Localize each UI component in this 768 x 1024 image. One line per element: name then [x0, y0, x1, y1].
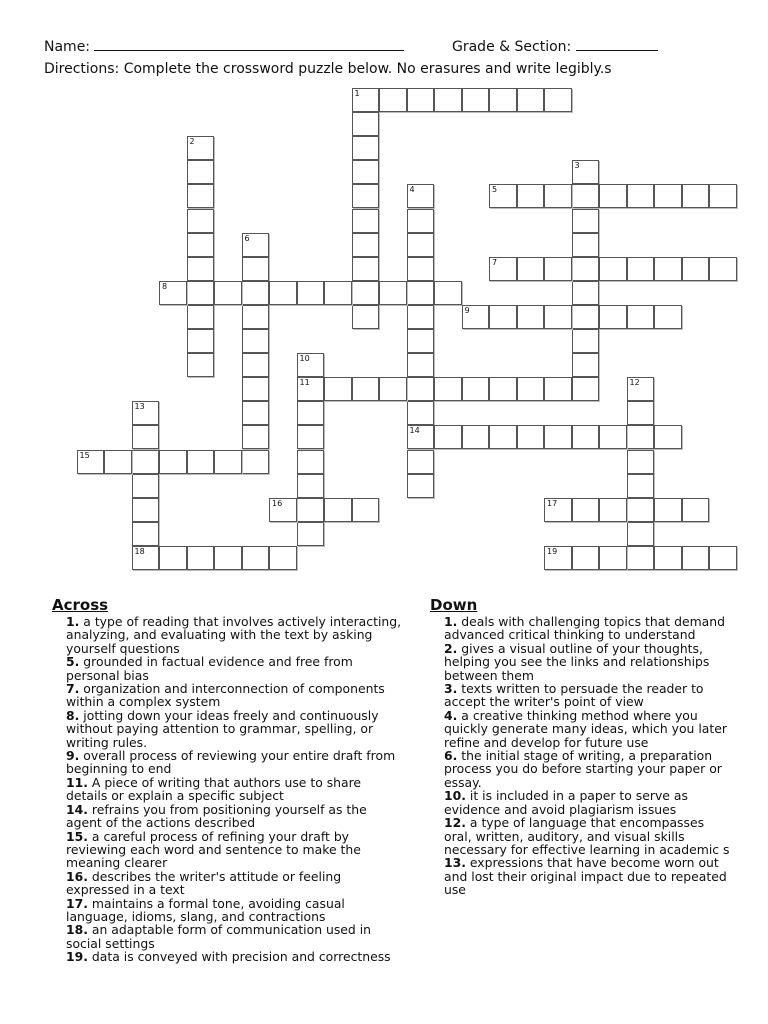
- crossword-cell[interactable]: [709, 184, 737, 208]
- crossword-cell[interactable]: [654, 546, 682, 570]
- clue-text: a type of reading that involves actively interacting, analyzing, and evaluating with the text by asking yourself questions: [66, 614, 402, 656]
- crossword-cell[interactable]: [352, 112, 380, 136]
- clue-text: organization and interconnection of components within a complex system: [66, 681, 385, 710]
- crossword-cell[interactable]: [352, 88, 380, 112]
- clue-text: it is included in a paper to serve as evidence and avoid plagiarism issues: [444, 788, 688, 817]
- crossword-cell[interactable]: [132, 546, 160, 570]
- crossword-cell[interactable]: [187, 233, 215, 257]
- crossword-cell[interactable]: [242, 546, 270, 570]
- crossword-cell[interactable]: [434, 281, 462, 305]
- crossword-cell[interactable]: [242, 257, 270, 281]
- clue-text: expressions that have become worn out and lost their original impact due to repeated use: [444, 855, 727, 898]
- clue-text: deals with challenging topics that demand advanced critical thinking to understand: [444, 614, 725, 643]
- down-clue: [430, 789, 730, 816]
- clue-number-label: 15: [79, 450, 90, 460]
- crossword-cell[interactable]: [77, 450, 105, 474]
- across-clue: [52, 870, 402, 897]
- crossword-cell[interactable]: [242, 329, 270, 353]
- crossword-cell[interactable]: [599, 425, 627, 449]
- crossword-cell[interactable]: [407, 281, 435, 305]
- down-clue: [430, 856, 730, 896]
- down-clue: [430, 749, 730, 789]
- crossword-cell[interactable]: [132, 425, 160, 449]
- clue-text: data is conveyed with precision and correctness: [91, 949, 391, 965]
- clue-text: A piece of writing that authors use to share details or explain a specific subject: [66, 774, 362, 804]
- crossword-cell[interactable]: [572, 233, 600, 257]
- crossword-cell[interactable]: [187, 329, 215, 353]
- crossword-cell[interactable]: [352, 498, 380, 522]
- name-label: Name:: [44, 39, 91, 55]
- crossword-cell[interactable]: [242, 353, 270, 377]
- crossword-cell[interactable]: [517, 377, 545, 401]
- crossword-cell[interactable]: [297, 401, 325, 425]
- clue-number: 4.: [444, 707, 458, 723]
- crossword-cell[interactable]: [242, 281, 270, 305]
- crossword-cell[interactable]: [159, 450, 187, 474]
- crossword-cell[interactable]: [682, 498, 710, 522]
- crossword-cell[interactable]: [544, 184, 572, 208]
- crossword-cell[interactable]: [682, 184, 710, 208]
- clue-number: 13.: [444, 855, 466, 871]
- crossword-cell[interactable]: [407, 329, 435, 353]
- clue-number-label: 7: [492, 257, 498, 267]
- crossword-cell[interactable]: [434, 377, 462, 401]
- across-clue: [52, 830, 402, 870]
- crossword-cell[interactable]: [572, 305, 600, 329]
- crossword-cell[interactable]: [187, 546, 215, 570]
- crossword-cell[interactable]: [654, 305, 682, 329]
- crossword-cell[interactable]: [324, 377, 352, 401]
- crossword-cell[interactable]: [132, 401, 160, 425]
- down-clue: [430, 709, 730, 749]
- clue-number: 6.: [444, 748, 458, 764]
- crossword-cell[interactable]: [517, 257, 545, 281]
- clue-number: 2.: [444, 640, 458, 656]
- crossword-cell[interactable]: [462, 88, 490, 112]
- crossword-cell[interactable]: [187, 257, 215, 281]
- across-clue: [52, 655, 402, 682]
- crossword-cell[interactable]: [627, 522, 655, 546]
- crossword-cell[interactable]: [407, 305, 435, 329]
- clue-number-label: 18: [134, 546, 145, 556]
- clue-number-label: 8: [162, 281, 168, 291]
- down-title: Down: [430, 596, 478, 614]
- crossword-cell[interactable]: [517, 305, 545, 329]
- crossword-cell[interactable]: [187, 281, 215, 305]
- crossword-cell[interactable]: [214, 281, 242, 305]
- clue-number-label: 3: [574, 161, 580, 171]
- clue-number-label: 11: [299, 378, 310, 388]
- crossword-cell[interactable]: [599, 184, 627, 208]
- crossword-cell[interactable]: [352, 377, 380, 401]
- crossword-cell[interactable]: [572, 257, 600, 281]
- crossword-cell[interactable]: [352, 160, 380, 184]
- crossword-cell[interactable]: [627, 450, 655, 474]
- clue-number: 10.: [444, 788, 466, 804]
- crossword-cell[interactable]: [572, 425, 600, 449]
- across-clue: [52, 923, 402, 950]
- clue-text: grounded in factual evidence and free from personal bias: [66, 654, 353, 683]
- crossword-cell[interactable]: [627, 498, 655, 522]
- crossword-cell[interactable]: [434, 425, 462, 449]
- crossword-cell[interactable]: [434, 88, 462, 112]
- crossword-cell[interactable]: [352, 233, 380, 257]
- crossword-cell[interactable]: [544, 377, 572, 401]
- crossword-cell[interactable]: [407, 377, 435, 401]
- crossword-cell[interactable]: [297, 498, 325, 522]
- crossword-cell[interactable]: [187, 184, 215, 208]
- crossword-cell[interactable]: [187, 353, 215, 377]
- crossword-cell[interactable]: [297, 450, 325, 474]
- clue-text: a type of language that encompasses oral, written, auditory, and visual skills necessary for effective learning in academic s: [444, 815, 730, 857]
- clue-number-label: 6: [244, 233, 250, 243]
- crossword-cell[interactable]: [242, 450, 270, 474]
- across-clue: [52, 615, 402, 655]
- across-clue: [52, 682, 402, 709]
- crossword-cell[interactable]: [214, 546, 242, 570]
- clue-number-label: 16: [272, 498, 283, 508]
- crossword-cell[interactable]: [682, 257, 710, 281]
- clue-number: 11.: [66, 774, 88, 790]
- crossword-cell[interactable]: [517, 88, 545, 112]
- crossword-cell[interactable]: [627, 257, 655, 281]
- crossword-cell[interactable]: [352, 257, 380, 281]
- crossword-cell[interactable]: [297, 425, 325, 449]
- clue-text: maintains a formal tone, avoiding casual language, idioms, slang, and contractions: [66, 895, 345, 924]
- crossword-cell[interactable]: [654, 425, 682, 449]
- crossword-cell[interactable]: [709, 546, 737, 570]
- down-clues: [430, 596, 730, 897]
- clue-number: 1.: [444, 614, 458, 629]
- clue-number: 18.: [66, 922, 88, 938]
- clue-number-label: 13: [134, 402, 145, 412]
- across-clues: [52, 596, 402, 964]
- crossword-cell[interactable]: [709, 257, 737, 281]
- crossword-cell[interactable]: [544, 305, 572, 329]
- down-clue: [430, 642, 730, 682]
- across-clue: [52, 749, 402, 776]
- crossword-cell[interactable]: [352, 305, 380, 329]
- clue-number: 3.: [444, 681, 458, 697]
- crossword-cell[interactable]: [544, 546, 572, 570]
- crossword-cell[interactable]: [654, 498, 682, 522]
- across-title: Across: [52, 596, 109, 614]
- crossword-cell[interactable]: [489, 377, 517, 401]
- crossword-cell[interactable]: [187, 209, 215, 233]
- crossword-cell[interactable]: [407, 474, 435, 498]
- crossword-cell[interactable]: [572, 209, 600, 233]
- crossword-cell[interactable]: [242, 377, 270, 401]
- clue-number: 12.: [444, 815, 466, 831]
- crossword-cell[interactable]: [407, 450, 435, 474]
- crossword-cell[interactable]: [572, 353, 600, 377]
- clue-number-label: 5: [492, 185, 498, 195]
- crossword-cell[interactable]: [599, 257, 627, 281]
- clue-number-label: 1: [354, 89, 360, 98]
- crossword-cell[interactable]: [407, 257, 435, 281]
- crossword-cell[interactable]: [627, 546, 655, 570]
- crossword-cell[interactable]: [489, 184, 517, 208]
- crossword-cell[interactable]: [187, 305, 215, 329]
- clue-text: jotting down your ideas freely and continuously without paying attention to grammar, spelling, or writing rules.: [66, 707, 379, 750]
- crossword-cell[interactable]: [627, 401, 655, 425]
- crossword-cell[interactable]: [379, 88, 407, 112]
- crossword-cell[interactable]: [462, 377, 490, 401]
- crossword-cell[interactable]: [159, 281, 187, 305]
- crossword-cell[interactable]: [627, 474, 655, 498]
- crossword-cell[interactable]: [407, 88, 435, 112]
- crossword-cell[interactable]: [132, 450, 160, 474]
- crossword-cell[interactable]: [242, 425, 270, 449]
- crossword-cell[interactable]: [572, 281, 600, 305]
- crossword-cell[interactable]: [352, 281, 380, 305]
- clue-text: a creative thinking method where you quickly generate many ideas, which you later refine and develop for future use: [444, 707, 727, 750]
- crossword-cell[interactable]: [627, 425, 655, 449]
- crossword-cell[interactable]: [379, 281, 407, 305]
- clue-number: 17.: [66, 895, 88, 911]
- crossword-cell[interactable]: [572, 546, 600, 570]
- across-clue: [52, 709, 402, 749]
- crossword-cell[interactable]: [682, 546, 710, 570]
- crossword-cell[interactable]: [214, 450, 242, 474]
- crossword-cell[interactable]: [297, 522, 325, 546]
- crossword-cell[interactable]: [489, 425, 517, 449]
- clue-number-label: 17: [547, 498, 558, 508]
- crossword-cell[interactable]: [104, 450, 132, 474]
- clue-number: 7.: [66, 681, 80, 697]
- crossword-cell[interactable]: [599, 498, 627, 522]
- clue-number: 9.: [66, 748, 80, 764]
- crossword-cell[interactable]: [242, 401, 270, 425]
- clue-number-label: 19: [547, 546, 558, 556]
- crossword-cell[interactable]: [407, 209, 435, 233]
- crossword-cell[interactable]: [187, 160, 215, 184]
- crossword-cell[interactable]: [462, 305, 490, 329]
- clue-number: 8.: [66, 707, 80, 723]
- directions: Directions: Complete the crossword puzzle below. No erasures and write legibly.s: [44, 61, 612, 77]
- crossword-cell[interactable]: [572, 377, 600, 401]
- crossword-cell[interactable]: [544, 498, 572, 522]
- crossword-cell[interactable]: [407, 425, 435, 449]
- clue-number-label: 14: [409, 426, 420, 436]
- across-clue: [52, 776, 402, 803]
- grade-label: Grade & Section:: [452, 39, 572, 55]
- crossword-cell[interactable]: [599, 305, 627, 329]
- crossword-cell[interactable]: [324, 498, 352, 522]
- clue-number-label: 2: [189, 137, 195, 147]
- crossword-cell[interactable]: [544, 425, 572, 449]
- crossword-cell[interactable]: [407, 353, 435, 377]
- crossword-cell[interactable]: [352, 209, 380, 233]
- crossword-cell[interactable]: [379, 377, 407, 401]
- crossword-cell[interactable]: [654, 184, 682, 208]
- clue-number-label: 10: [299, 354, 310, 364]
- across-clue: [52, 803, 402, 830]
- crossword-cell[interactable]: [352, 136, 380, 160]
- crossword-cell[interactable]: [352, 184, 380, 208]
- clue-number: 16.: [66, 868, 88, 884]
- crossword-cell[interactable]: [627, 377, 655, 401]
- crossword-cell[interactable]: [159, 546, 187, 570]
- clue-number: 1.: [66, 614, 80, 629]
- clue-text: a careful process of refining your draft by reviewing each word and sentence to make the meaning clearer: [66, 828, 361, 871]
- crossword-cell[interactable]: [407, 184, 435, 208]
- crossword-cell[interactable]: [269, 281, 297, 305]
- clue-number: 15.: [66, 828, 88, 844]
- crossword-cell[interactable]: [489, 257, 517, 281]
- crossword-cell[interactable]: [489, 305, 517, 329]
- clue-text: describes the writer's attitude or feeling expressed in a text: [66, 868, 342, 898]
- down-clue: [430, 682, 730, 709]
- clue-number-label: 4: [409, 185, 415, 195]
- crossword-cell[interactable]: [132, 474, 160, 498]
- crossword-cell[interactable]: [407, 401, 435, 425]
- crossword-cell[interactable]: [242, 233, 270, 257]
- crossword-cell[interactable]: [132, 498, 160, 522]
- crossword-cell[interactable]: [627, 305, 655, 329]
- crossword-cell[interactable]: [572, 160, 600, 184]
- crossword-cell[interactable]: [572, 498, 600, 522]
- crossword-cell[interactable]: [462, 425, 490, 449]
- across-clue: [52, 950, 402, 963]
- clue-text: an adaptable form of communication used in social settings: [66, 922, 372, 951]
- crossword-cell[interactable]: [297, 353, 325, 377]
- crossword-cell[interactable]: [572, 329, 600, 353]
- crossword-cell[interactable]: [187, 136, 215, 160]
- crossword-cell[interactable]: [297, 474, 325, 498]
- clue-number-label: 12: [629, 378, 640, 388]
- crossword-cell[interactable]: [627, 184, 655, 208]
- crossword-cell[interactable]: [297, 377, 325, 401]
- crossword-cell[interactable]: [324, 281, 352, 305]
- crossword-cell[interactable]: [242, 305, 270, 329]
- across-clue: [52, 897, 402, 924]
- down-clue: [430, 615, 730, 642]
- crossword-cell[interactable]: [407, 233, 435, 257]
- clue-text: the initial stage of writing, a preparation process you do before starting your paper or essay.: [444, 748, 722, 790]
- crossword-cell[interactable]: [572, 184, 600, 208]
- crossword-cell[interactable]: [544, 257, 572, 281]
- crossword-cell[interactable]: [269, 546, 297, 570]
- crossword-cell[interactable]: [132, 522, 160, 546]
- clue-text: gives a visual outline of your thoughts, helping you see the links and relationships between them: [444, 640, 710, 683]
- crossword-cell[interactable]: [269, 498, 297, 522]
- crossword-cell[interactable]: [187, 450, 215, 474]
- crossword-cell[interactable]: [544, 88, 572, 112]
- crossword-cell[interactable]: [599, 546, 627, 570]
- clue-number: 5.: [66, 654, 80, 670]
- clue-text: texts written to persuade the reader to accept the writer's point of view: [444, 681, 704, 710]
- clue-number-label: 9: [464, 305, 470, 315]
- crossword-cell[interactable]: [489, 88, 517, 112]
- clue-text: overall process of reviewing your entire draft from beginning to end: [66, 748, 396, 777]
- crossword-cell[interactable]: [517, 425, 545, 449]
- clue-number: 19.: [66, 949, 88, 965]
- clue-text: refrains you from positioning yourself as the agent of the actions described: [66, 801, 367, 831]
- crossword-cell[interactable]: [517, 184, 545, 208]
- down-clue: [430, 816, 730, 856]
- crossword-cell[interactable]: [297, 281, 325, 305]
- clue-number: 14.: [66, 801, 88, 817]
- crossword-cell[interactable]: [654, 257, 682, 281]
